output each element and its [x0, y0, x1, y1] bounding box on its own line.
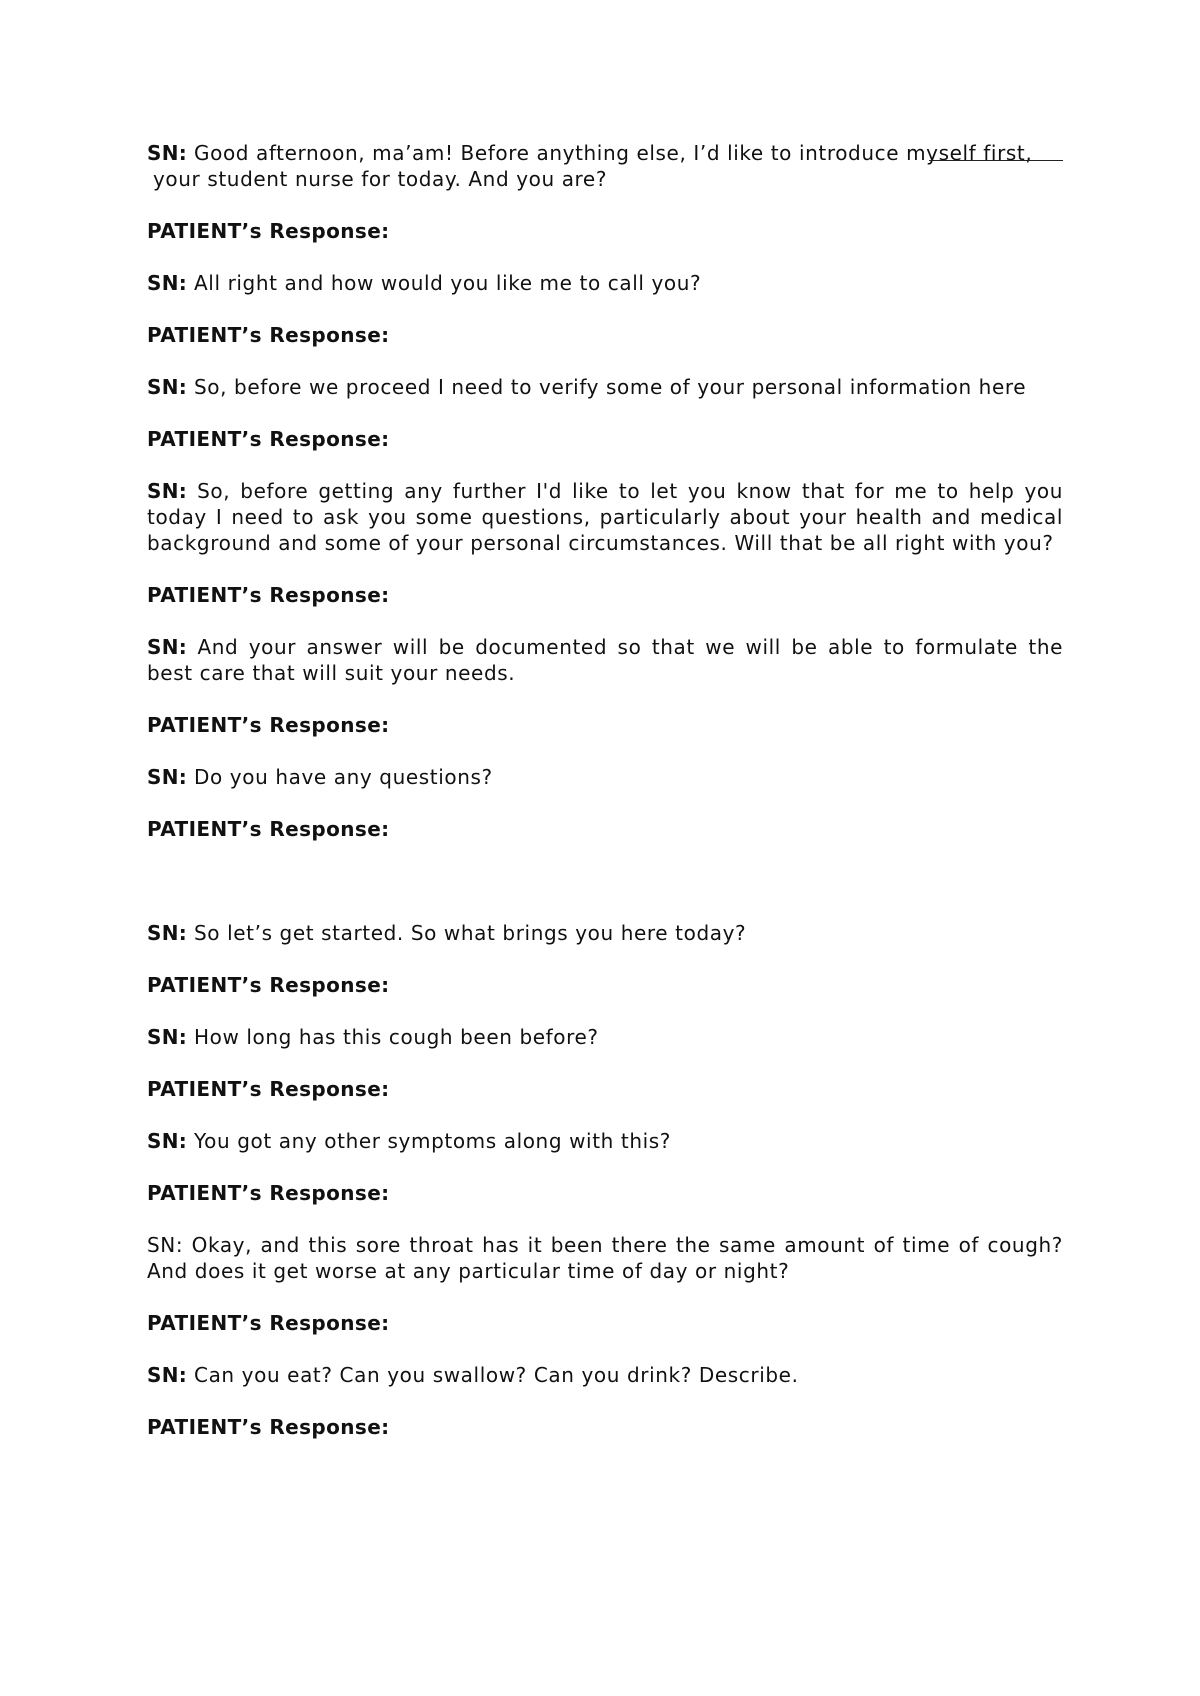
sn-line	[147, 920, 1063, 946]
patient-response-label: PATIENT’s Response:	[147, 817, 390, 841]
speaker-label: SN:	[147, 375, 188, 399]
sn-text: So, before we proceed I need to verify some of your personal information here	[194, 375, 1027, 399]
intro-line2: your student nurse for today. And you are?	[153, 167, 608, 191]
sn-line	[147, 634, 1063, 686]
sn-text: You got any other symptoms along with this?	[194, 1129, 671, 1153]
sn-line	[147, 1362, 1063, 1388]
sn-plain-line: SN: Okay, and this sore throat has it been there the same amount of time of cough? And does it get worse at any particular time of day or night?	[147, 1233, 1063, 1283]
document-page	[147, 140, 1063, 1466]
speaker-label: SN:	[147, 1025, 188, 1049]
intro-line1: Good afternoon, ma’am! Before anything else, I’d like to introduce myself first,	[194, 141, 1033, 165]
speaker-label: SN:	[147, 1129, 188, 1153]
patient-response-label: PATIENT’s Response:	[147, 713, 390, 737]
sn-line	[147, 1128, 1063, 1154]
sn-text: So let’s get started. So what brings you here today?	[194, 921, 747, 945]
blank-spacer	[147, 868, 1063, 920]
speaker-label: SN:	[147, 271, 188, 295]
sn-line	[147, 478, 1063, 556]
speaker-label: SN:	[147, 921, 188, 945]
sn-text: Do you have any questions?	[194, 765, 493, 789]
patient-response-label: PATIENT’s Response:	[147, 1311, 390, 1335]
patient-response-label: PATIENT’s Response:	[147, 583, 390, 607]
patient-response-label: PATIENT’s Response:	[147, 427, 390, 451]
intro-paragraph	[147, 140, 1063, 192]
sn-text: All right and how would you like me to call you?	[194, 271, 702, 295]
sn-text: How long has this cough been before?	[194, 1025, 599, 1049]
speaker-label: SN:	[147, 1363, 188, 1387]
sn-line	[147, 1024, 1063, 1050]
speaker-label: SN:	[147, 765, 188, 789]
sn-text: Can you eat? Can you swallow? Can you drink? Describe.	[194, 1363, 799, 1387]
intro-first-row	[147, 140, 1063, 166]
name-blank-line	[929, 160, 1063, 161]
patient-response-label: PATIENT’s Response:	[147, 973, 390, 997]
speaker-label: SN:	[147, 635, 188, 659]
sn-line	[147, 764, 1063, 790]
speaker-label: SN:	[147, 141, 188, 165]
sn-line	[147, 270, 1063, 296]
speaker-label: SN:	[147, 479, 188, 503]
sn-text: And your answer will be documented so that we will be able to formulate the best care that will suit your needs.	[147, 635, 1063, 685]
patient-response-label: PATIENT’s Response:	[147, 1077, 390, 1101]
patient-response-label: PATIENT’s Response:	[147, 1181, 390, 1205]
patient-response-label: PATIENT’s Response:	[147, 219, 390, 243]
patient-response-label: PATIENT’s Response:	[147, 1415, 390, 1439]
patient-response-label: PATIENT’s Response:	[147, 323, 390, 347]
sn-line	[147, 374, 1063, 400]
sn-text: So, before getting any further I'd like to let you know that for me to help you today I need to ask you some questions, particularly about your health and medical background and some of your personal circumstances. Will that be all right with you?	[147, 479, 1063, 555]
